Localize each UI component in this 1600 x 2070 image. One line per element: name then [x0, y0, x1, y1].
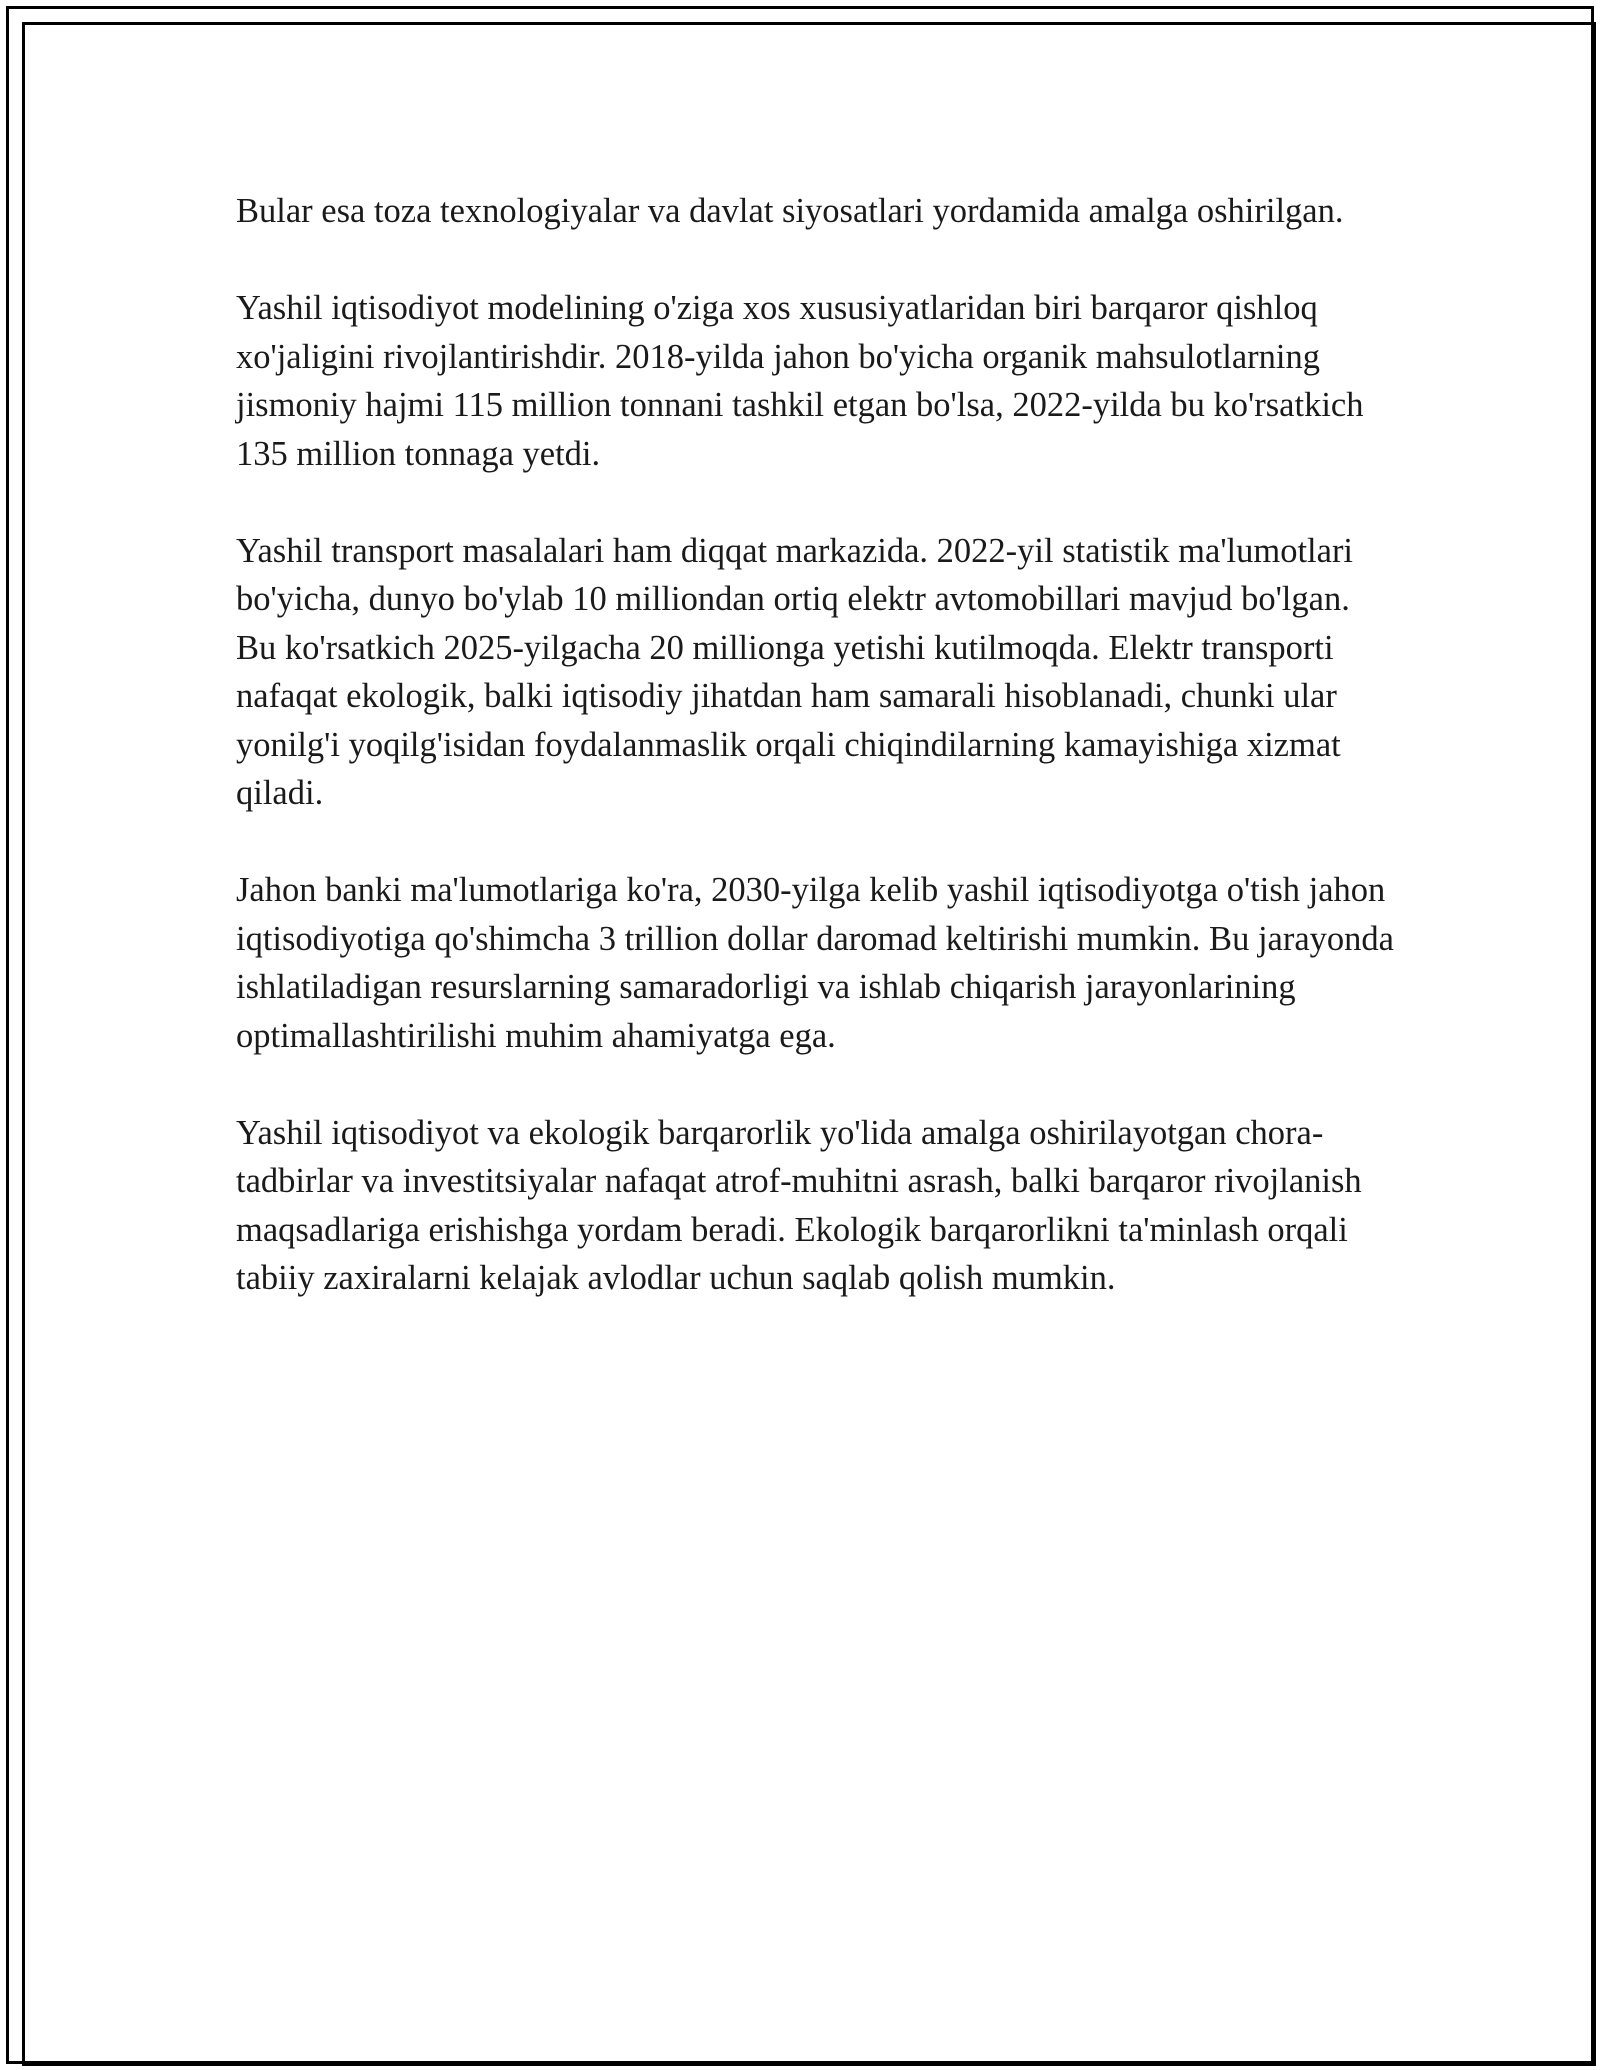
paragraph-1: Bular esa toza texnologiyalar va davlat siyosatlari yordamida amalga oshirilgan.: [236, 192, 1344, 230]
document-body: [236, 187, 1396, 1303]
paragraph-3: Yashil transport masalalari ham diqqat markazida. 2022-yil statistik ma'lumotlari bo'yicha, dunyo bo'ylab 10 milliondan ortiq elektr avtomobillari mavjud bo'lgan. Bu ko'rsatkich 2025-yilgacha 20 millionga yetishi kutilmoqda. Elektr transporti nafaqat ekologik, balki iqtisodiy jihatdan ham samarali hisoblanadi, chunki ular yonilg'i yoqilg'isidan foydalanmaslik orqali chiqindilarning kamayishiga xizmat qiladi.: [236, 531, 1354, 812]
paragraph-4: Jahon banki ma'lumotlariga ko'ra, 2030-yilga kelib yashil iqtisodiyotga o'tish jahon iqtisodiyotiga qo'shimcha 3 trillion dollar daromad keltirishi mumkin. Bu jarayonda ishlatiladigan resurslarning samaradorligi va ishlab chiqarish jarayonlarining optimallashtirilishi muhim ahamiyatga ega.: [236, 871, 1394, 1055]
paragraph-5: Yashil iqtisodiyot va ekologik barqarorlik yo'lida amalga oshirilayotgan chora-tadbirlar va investitsiyalar nafaqat atrof-muhitni asrash, balki barqaror rivojlanish maqsadlariga erishishga yordam beradi. Ekologik barqarorlikni ta'minlash orqali tabiiy zaxiralarni kelajak avlodlar uchun saqlab qolish mumkin.: [236, 1113, 1362, 1297]
paragraph-2: Yashil iqtisodiyot modelining o'ziga xos xususiyatlaridan biri barqaror qishloq xo'jaligini rivojlantirishdir. 2018-yilda jahon bo'yicha organik mahsulotlarning jismoniy hajmi 115 million tonnani tashkil etgan bo'lsa, 2022-yilda bu ko'rsatkich 135 million tonnaga yetdi.: [236, 289, 1364, 473]
